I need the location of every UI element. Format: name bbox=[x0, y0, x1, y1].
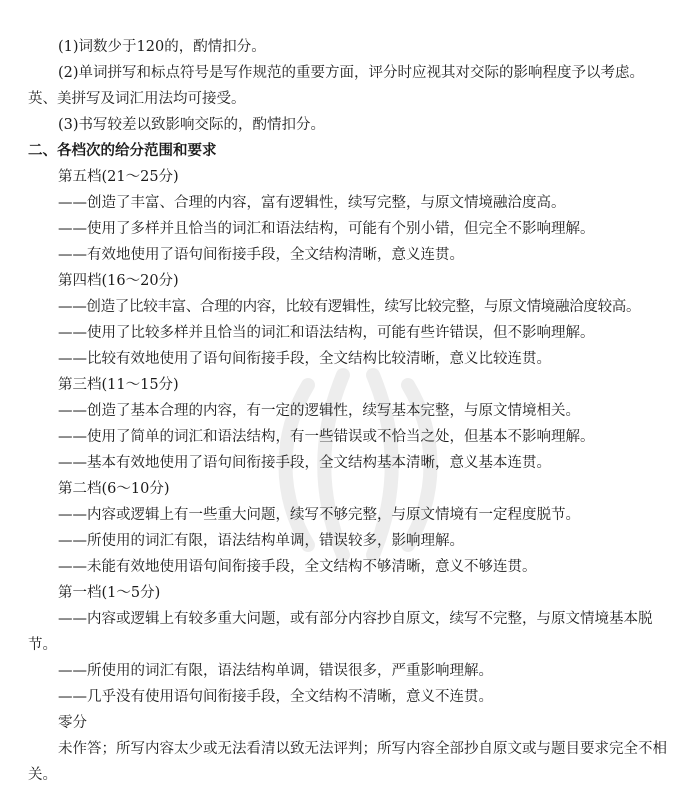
grade-5-cohesion: ——有效地使用了语句间衔接手段，全文结构清晰，意义连贯。 bbox=[58, 247, 464, 263]
grade-1-language: ——所使用的词汇有限，语法结构单调，错误很多，严重影响理解。 bbox=[58, 663, 493, 679]
scoring-rules bbox=[28, 34, 672, 788]
grade-2-language: ——所使用的词汇有限，语法结构单调，错误较多，影响理解。 bbox=[58, 533, 464, 549]
grade-3-language: ——使用了简单的词汇和语法结构，有一些错误或不恰当之处，但基本不影响理解。 bbox=[58, 429, 595, 445]
grade-0-heading: 零分 bbox=[58, 715, 87, 731]
grade-2-content: ——内容或逻辑上有一些重大问题，续写不够完整，与原文情境有一定程度脱节。 bbox=[58, 507, 580, 523]
grade-5-content: ——创造了丰富、合理的内容，富有逻辑性，续写完整，与原文情境融洽度高。 bbox=[58, 195, 566, 211]
grade-5-heading: 第五档(21～25分) bbox=[58, 169, 179, 185]
grade-2-heading: 第二档(6～10分) bbox=[58, 481, 170, 497]
grade-4-heading: 第四档(16～20分) bbox=[58, 273, 179, 289]
grade-4-content: ——创造了比较丰富、合理的内容，比较有逻辑性，续写比较完整，与原文情境融洽度较高。 bbox=[58, 299, 641, 315]
grade-0-description: 未作答；所写内容太少或无法看清以致无法评判；所写内容全部抄自原文或与题目要求完全不相关。 bbox=[28, 741, 667, 783]
grade-1-content: ——内容或逻辑上有较多重大问题，或有部分内容抄自原文，续写不完整，与原文情境基本脱节。 bbox=[28, 611, 653, 653]
rule-word-count: (1)词数少于120的，酌情扣分。 bbox=[58, 39, 266, 55]
grade-3-content: ——创造了基本合理的内容，有一定的逻辑性，续写基本完整，与原文情境相关。 bbox=[58, 403, 580, 419]
grade-2-cohesion: ——未能有效地使用语句间衔接手段，全文结构不够清晰，意义不够连贯。 bbox=[58, 559, 537, 575]
grade-3-cohesion: ——基本有效地使用了语句间衔接手段，全文结构基本清晰，意义基本连贯。 bbox=[58, 455, 551, 471]
rule-spelling-punctuation: (2)单词拼写和标点符号是写作规范的重要方面，评分时应视其对交际的影响程度予以考虑。英、美拼写及词汇用法均可接受。 bbox=[28, 65, 645, 107]
section-heading: 二、各档次的给分范围和要求 bbox=[28, 142, 217, 159]
grade-1-cohesion: ——几乎没有使用语句间衔接手段，全文结构不清晰，意义不连贯。 bbox=[58, 689, 493, 705]
grade-1-heading: 第一档(1～5分) bbox=[58, 585, 161, 601]
grade-4-language: ——使用了比较多样并且恰当的词汇和语法结构，可能有些许错误，但不影响理解。 bbox=[58, 325, 595, 341]
rule-handwriting: (3)书写较差以致影响交际的，酌情扣分。 bbox=[58, 117, 326, 133]
grade-4-cohesion: ——比较有效地使用了语句间衔接手段，全文结构比较清晰，意义比较连贯。 bbox=[58, 351, 551, 367]
grade-5-language: ——使用了多样并且恰当的词汇和语法结构，可能有个别小错，但完全不影响理解。 bbox=[58, 221, 595, 237]
grade-3-heading: 第三档(11～15分) bbox=[58, 377, 179, 393]
